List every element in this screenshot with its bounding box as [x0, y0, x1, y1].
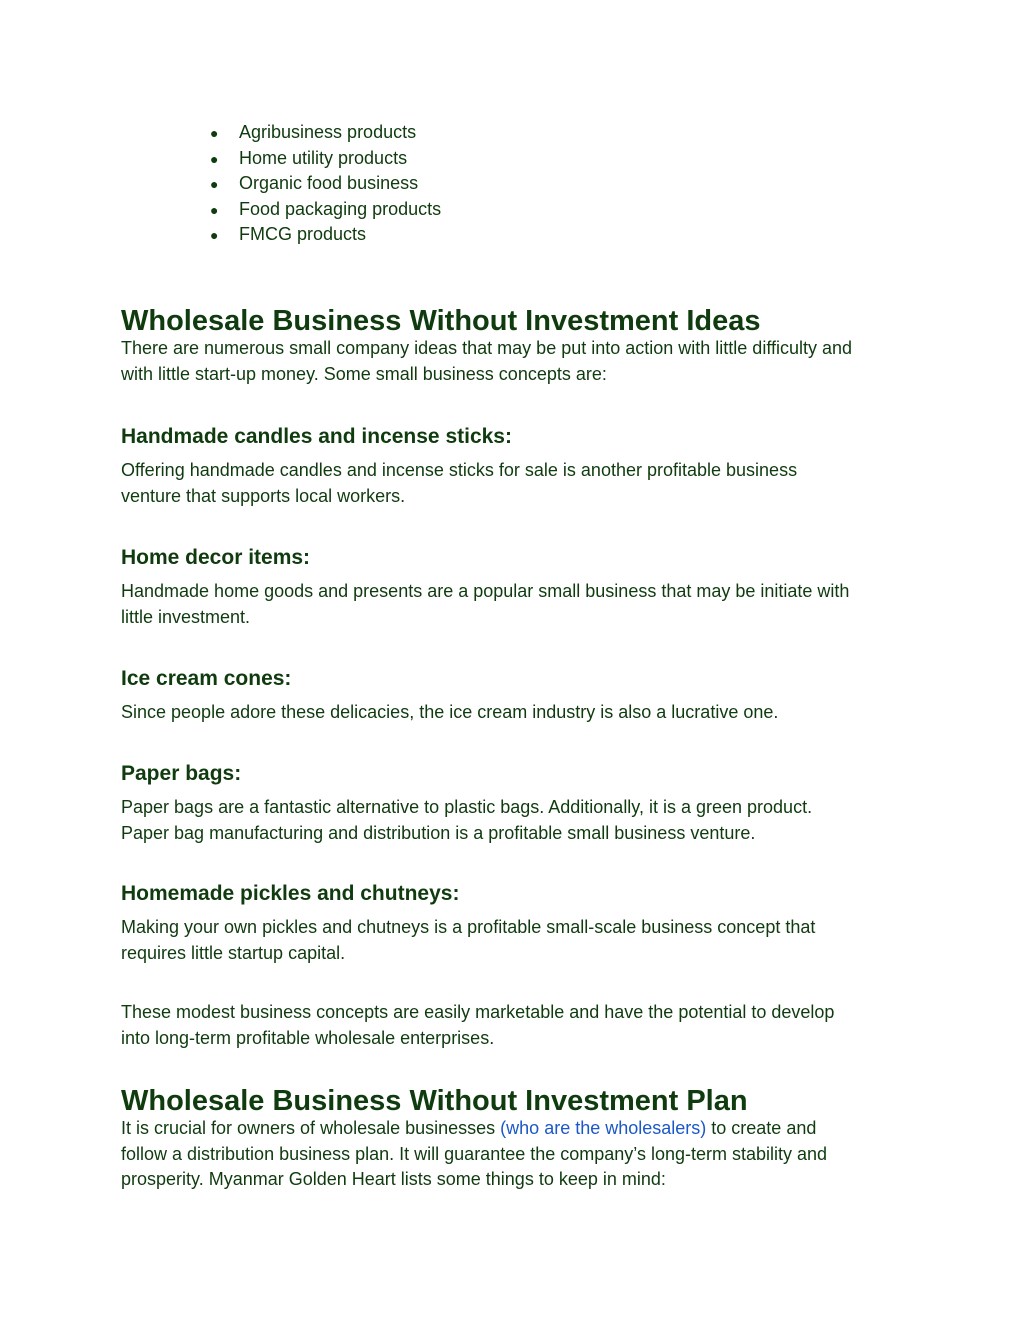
plan-line-2: follow a distribution business plan. It will guarantee the company’s long-term stability and — [121, 1143, 828, 1164]
idea-icecream-line-1: Since people adore these delicacies, the ice cream industry is also a lucrative one. — [121, 702, 779, 722]
idea-candles-title: Handmade candles and incense sticks: — [121, 425, 512, 448]
list-item — [210, 222, 441, 248]
list-item-text: Home utility products — [239, 147, 408, 168]
list-item-text: Food packaging products — [239, 198, 442, 219]
idea-pickles-body — [121, 915, 921, 966]
list-item-text: Organic food business — [239, 173, 419, 193]
idea-decor-body — [121, 579, 921, 630]
closing-paragraph — [121, 1000, 921, 1051]
idea-pickles-line-2: requires little startup capital. — [121, 942, 346, 963]
list-item — [210, 197, 441, 223]
bullet-icon: ● — [210, 125, 219, 141]
list-item-text: Agribusiness products — [239, 122, 417, 142]
idea-decor-line-1: Handmade home goods and presents are a popular small business that may be initiate with — [121, 581, 850, 601]
idea-decor — [121, 545, 921, 571]
idea-candles-line-2: venture that supports local workers. — [121, 485, 406, 506]
idea-icecream-body — [121, 700, 921, 726]
bullet-icon: ● — [210, 227, 219, 243]
idea-pickles — [121, 881, 921, 907]
idea-decor-line-2: little investment. — [121, 606, 251, 627]
product-bullet-list — [210, 120, 441, 248]
closing-line-1: These modest business concepts are easily marketable and have the potential to develop — [121, 1002, 835, 1022]
ideas-intro-line-1: There are numerous small company ideas that may be put into action with little difficulty and — [121, 338, 853, 358]
idea-paperbags-line-2: Paper bag manufacturing and distribution is a profitable small business venture. — [121, 822, 756, 843]
bullet-icon: ● — [210, 176, 219, 192]
list-item — [210, 171, 441, 197]
idea-paperbags-title: Paper bags: — [121, 762, 242, 785]
idea-decor-title: Home decor items: — [121, 546, 311, 569]
idea-candles-line-1: Offering handmade candles and incense sticks for sale is another profitable business — [121, 460, 798, 480]
idea-icecream-title: Ice cream cones: — [121, 667, 292, 690]
list-item — [210, 120, 441, 146]
bullet-icon: ● — [210, 150, 219, 167]
idea-candles — [121, 424, 921, 450]
closing-line-2: into long-term profitable wholesale enterprises. — [121, 1027, 495, 1048]
plan-line-1-end: to create and — [706, 1118, 817, 1138]
ideas-section — [121, 306, 921, 387]
idea-pickles-title: Homemade pickles and chutneys: — [121, 882, 460, 905]
bullet-icon: ● — [210, 201, 219, 218]
idea-icecream — [121, 666, 921, 692]
list-item — [210, 146, 441, 172]
ideas-section-heading: Wholesale Business Without Investment Ideas — [121, 305, 761, 337]
plan-line-1-start: It is crucial for owners of wholesale businesses — [121, 1118, 501, 1138]
plan-line-3: prosperity. Myanmar Golden Heart lists some things to keep in mind: — [121, 1169, 666, 1189]
wholesalers-link[interactable]: (who are the wholesalers) — [500, 1118, 707, 1138]
idea-candles-body — [121, 458, 921, 509]
plan-section — [121, 1086, 921, 1193]
idea-paperbags — [121, 761, 921, 787]
ideas-intro-line-2: with little start-up money. Some small business concepts are: — [121, 363, 607, 384]
idea-paperbags-body — [121, 795, 921, 846]
idea-paperbags-line-1: Paper bags are a fantastic alternative to plastic bags. Additionally, it is a green product. — [121, 797, 813, 817]
idea-pickles-line-1: Making your own pickles and chutneys is a profitable small-scale business concept that — [121, 917, 816, 937]
plan-line-1 — [121, 1116, 921, 1142]
list-item-text: FMCG products — [239, 224, 367, 244]
plan-section-heading: Wholesale Business Without Investment Plan — [121, 1085, 748, 1117]
